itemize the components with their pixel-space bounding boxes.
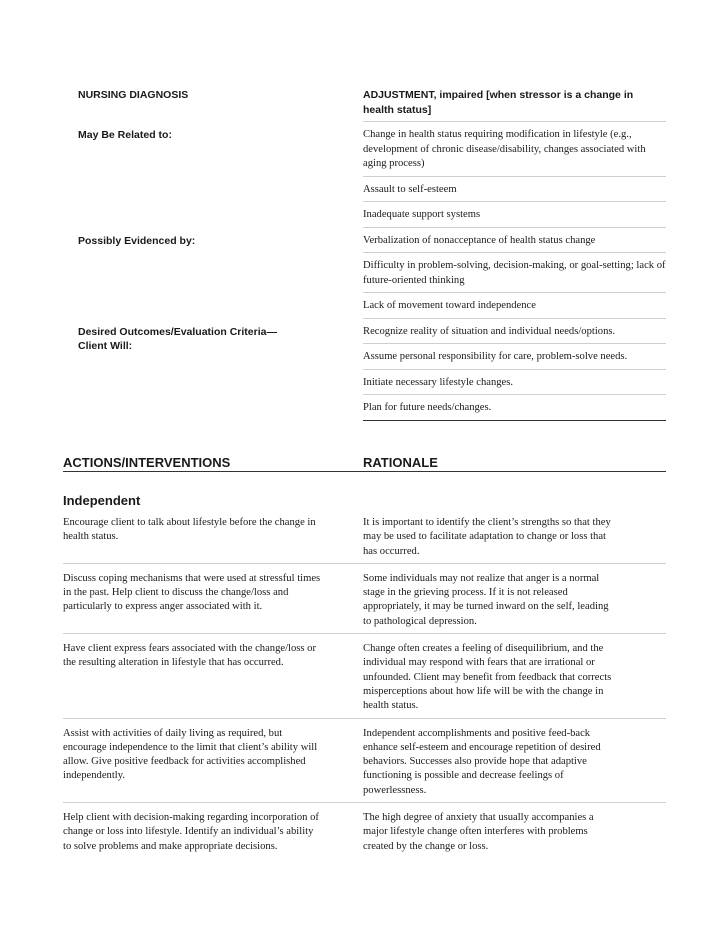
rationale-text: The high degree of anxiety that usually accompanies a major lifestyle change often interferes with problems created by the change or loss. [363, 812, 594, 852]
independent-subheading: Independent [63, 493, 141, 508]
rationale-text: Some individuals may not realize that anger is a normal stage in the grieving process. If it is not released appropriately, it may be turned inward on the self, leading to pathological depression. [363, 572, 609, 627]
related-item: Assault to self-esteem [363, 181, 666, 203]
intervention-row [63, 514, 666, 564]
rationale-text: Independent accomplishments and positive feed-back enhance self-esteem and encourage repetition of desired behaviors. Successes also provide hope that adaptive functioning is possible and decrease feelings of powerlessness. [363, 727, 601, 796]
action-text: Encourage client to talk about lifestyle before the change in health status. [63, 517, 316, 543]
evidenced-item: Verbalization of nonacceptance of health status change [363, 232, 666, 254]
rationale-text: Change often creates a feeling of disequilibrium, and the individual may respond with fears that are irrational or unfounded. Client may benefit from feedback that corrects misperceptions about how life will be with the change in health status. [363, 643, 612, 712]
nursing-diagnosis-cell [363, 86, 666, 126]
outcome-item: Initiate necessary lifestyle changes. [363, 374, 666, 396]
action-text: Assist with activities of daily living as required, but encourage independence to the limit that client’s ability will allow. Give positive feedback for activities accomplished independently. [63, 727, 318, 782]
outcomes-row [63, 323, 666, 421]
outcomes-label-line2: Client Will: [78, 339, 133, 352]
nursing-diagnosis-label-text: NURSING DIAGNOSIS [78, 89, 189, 101]
action-text: Help client with decision-making regarding incorporation of change or loss into lifestyle. Identify an individual’s ability to solve problems and make appropriate decisions. [63, 812, 319, 852]
evidenced-row [63, 232, 666, 323]
evidenced-item: Lack of movement toward independence [363, 297, 666, 319]
evidenced-item: Difficulty in problem-solving, decision-making, or goal-setting; lack of future-oriented thinking [363, 257, 666, 293]
outcome-item: Assume personal responsibility for care, problem-solve needs. [363, 348, 666, 370]
evidenced-label [63, 232, 363, 323]
actions-heading: ACTIONS/INTERVENTIONS [63, 455, 231, 470]
related-item: Change in health status requiring modification in lifestyle (e.g., development of chronic disease/disability, changes associated with aging process) [363, 126, 666, 177]
actions-rationale-header [63, 455, 666, 472]
nursing-diagnosis-label [63, 86, 363, 126]
rationale-text: It is important to identify the client’s strengths so that they may be used to facilitate adaptation to change or loss that has occurred. [363, 517, 611, 557]
evidenced-cell [363, 232, 666, 323]
intervention-row [63, 570, 666, 634]
related-cell [363, 126, 666, 232]
outcomes-cell [363, 323, 666, 421]
intervention-row [63, 640, 666, 718]
rationale-heading: RATIONALE [363, 455, 438, 470]
intervention-row [63, 725, 666, 803]
intervention-row [63, 809, 666, 858]
related-label-text: May Be Related to: [78, 129, 172, 141]
outcome-item: Recognize reality of situation and individual needs/options. [363, 323, 666, 345]
action-text: Have client express fears associated with the change/loss or the resulting alteration in lifestyle that has occurred. [63, 643, 316, 669]
nursing-diagnosis-value: ADJUSTMENT, impaired [when stressor is a change in health status] [363, 86, 666, 122]
interventions-table [63, 514, 666, 864]
related-label [63, 126, 363, 232]
action-text: Discuss coping mechanisms that were used at stressful times in the past. Help client to discuss the change/loss and particularly to express anger associated with it. [63, 572, 321, 613]
outcomes-label-line1: Desired Outcomes/Evaluation Criteria— [78, 325, 277, 338]
diagnosis-row [63, 86, 666, 126]
related-row [63, 126, 666, 232]
outcomes-label [63, 323, 363, 421]
diagnosis-table [63, 86, 666, 421]
outcome-item: Plan for future needs/changes. [363, 399, 666, 421]
evidenced-label-text: Possibly Evidenced by: [78, 234, 196, 247]
related-item: Inadequate support systems [363, 206, 666, 228]
